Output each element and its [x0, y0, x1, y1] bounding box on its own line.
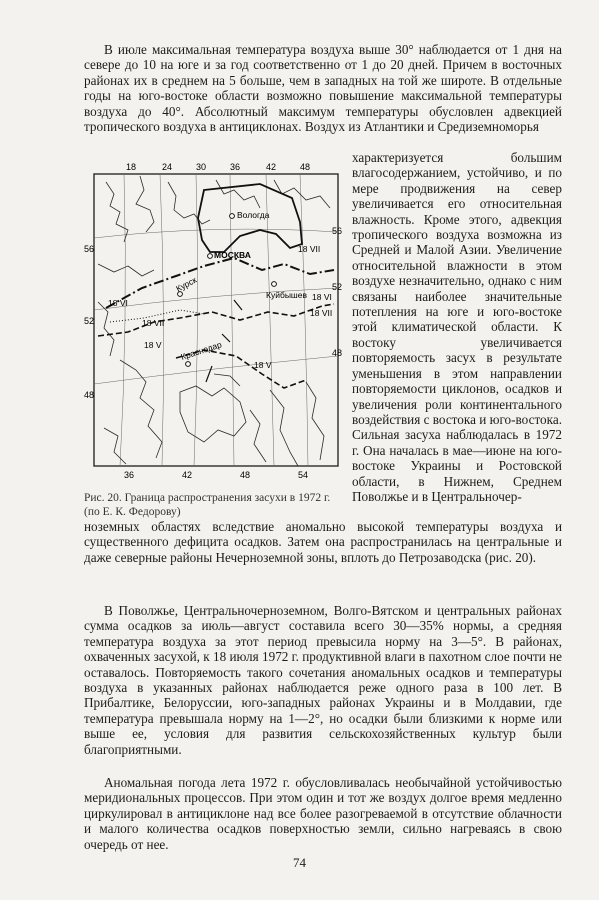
- city-marker-kuibyshev: [272, 282, 277, 287]
- left-tick-3: 48: [84, 390, 95, 400]
- city-label-vologda: Вологда: [237, 210, 270, 220]
- top-tick-3: 30: [196, 162, 207, 172]
- city-label-kursk: Курск: [174, 274, 199, 294]
- top-tick-2: 24: [162, 162, 173, 172]
- right-tick-3: 48: [332, 348, 343, 358]
- top-tick-1: 18: [126, 162, 137, 172]
- bottom-tick-3: 48: [240, 470, 251, 480]
- paragraph-2: В Поволжье, Центральночерноземном, Волго-Вятском и центральных районах сумма осадков за июль—август составила всего 30—35% нормы, а средняя температура воздуха за этот период превысила норму на 3—5°. В районах, охваченных засухой, к 18 июля 1972 г. продуктивной влаги в пахотном слое почти не оставалось. Повторяемость такого сочетания аномальных осадков и температуры воздуха в указанных районах наблюдается реже одного раза в 100 лет. В Прибалтике, Белоруссии, юго-западных районах Украины и в Молдавии, где температура превышала норму на 1—2°, но осадки были близкими к норме или выше ее, условия для развития сельскохозяйственных культур были благоприятными.: [84, 603, 562, 757]
- paragraph-1-wrapped: характеризуется большим влагосодержанием, устойчиво, и по мере продвижения на север увеличивается его относительная влажность. Кроме этого, адвекция тропического воздуха возможна из Средней и Малой Азии. Увеличение относительной влажности в этом воздухе незначительно, однако с ним связаны наиболее значительные потепления на юге и юго-востоке этой климатической области. К востоку увеличивается повторяемость засух в результате уменьшения в этом направлении повторяемости циклонов, осадков и увеличения роли континентального воздействия с востока и юго-востока. Сильная засуха наблюдалась в 1972 г. Она началась в мае—июне на юго-востоке Украины и Ростовской области, в Нижнем, Среднем Поволжье и в Центральночер-: [352, 150, 562, 504]
- date-label-7: 18 V: [144, 340, 162, 350]
- page-number: 74: [293, 855, 306, 870]
- date-label-1: 18 VII: [298, 244, 321, 254]
- city-marker-vologda: [230, 214, 235, 219]
- top-tick-6: 48: [300, 162, 311, 172]
- top-tick-4: 36: [230, 162, 241, 172]
- city-label-kuibyshev: Куйбышев: [266, 290, 307, 300]
- paragraph-1-tail: ноземных областях вследствие аномально высокой температуры воздуха и существенного дефицита осадков. Затем она распространилась на центральные и даже северные районы Нечерноземной зоны, вплоть до Петрозаводска (рис. 20).: [84, 519, 562, 565]
- map-frame: [94, 174, 338, 466]
- city-marker-moskva: [208, 254, 213, 259]
- bottom-tick-1: 36: [124, 470, 135, 480]
- drought-boundary-june: [106, 258, 334, 308]
- date-label-6: 18 VII: [310, 308, 333, 318]
- right-tick-1: 56: [332, 226, 343, 236]
- city-label-moskva: МОСКВА: [214, 250, 251, 260]
- right-tick-2: 52: [332, 282, 343, 292]
- boundary-arrows: [206, 300, 242, 382]
- coastlines: [98, 176, 333, 466]
- bottom-tick-4: 54: [298, 470, 309, 480]
- figure-caption: Рис. 20. Граница распространения засухи в 1972 г. (по Е. К. Федорову): [84, 492, 331, 518]
- city-marker-krasnodar: [186, 362, 191, 367]
- city-label-krasnodar: Краснодар: [179, 339, 223, 362]
- left-tick-1: 56: [84, 244, 95, 254]
- date-label-5: 18 V: [254, 360, 272, 370]
- date-label-3: 18 VII: [142, 318, 165, 328]
- left-tick-2: 52: [84, 316, 95, 326]
- bottom-tick-2: 42: [182, 470, 193, 480]
- drought-boundary-july: [98, 304, 334, 336]
- paragraph-3: Аномальная погода лета 1972 г. обусловливалась необычайной устойчивостью меридиональных процессов. При этом один и тот же воздух долгое время медленно циркулировал в антициклоне над все более разогреваемой в отсутствие облачности и малого количества осадков поверхностью земли, сильно нагреваясь в свою очередь от нее.: [84, 775, 562, 852]
- date-label-2: 18 VI: [108, 298, 128, 308]
- drought-map-figure: [84, 160, 346, 482]
- graticule: [94, 174, 338, 466]
- date-label-4: 18 VI: [312, 292, 332, 302]
- top-tick-5: 42: [266, 162, 277, 172]
- paragraph-1: В июле максимальная температура воздуха выше 30° наблюдается от 1 дня на севере до 10 на юге и за год соответственно от 1 до 20 дней. Причем в восточных районах их в среднем на 5 больше, чем в западных на той же широте. В отдельные годы на юго-востоке области возможно повышение максимальной температуры воздуха до 40°. Абсолютный максимум температуры обусловлен адвекцией тропического воздуха в антициклонах. Воздух из Атлантики и Средиземноморья: [84, 42, 562, 135]
